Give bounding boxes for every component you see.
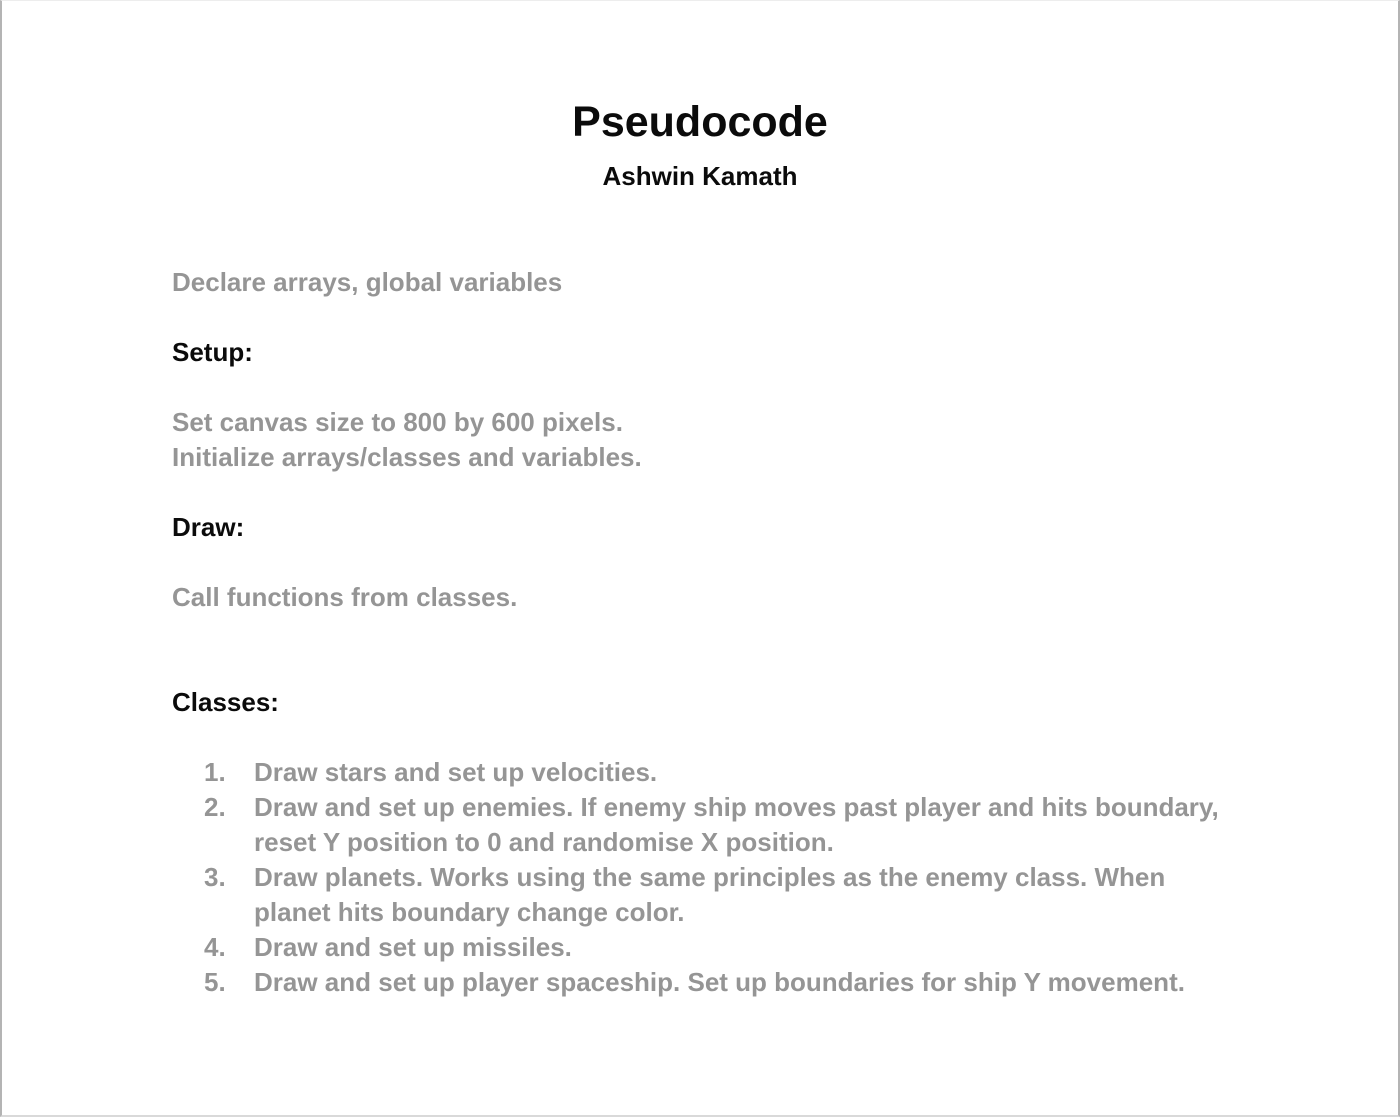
list-item-number: 1. <box>204 757 226 787</box>
list-item <box>172 965 1229 1000</box>
list-item <box>172 755 1229 790</box>
list-item-text: Draw planets. Works using the same principles as the enemy class. When planet hits boundary change color. <box>254 862 1166 927</box>
classes-list <box>172 755 1229 1000</box>
list-item <box>172 790 1229 860</box>
list-item <box>172 930 1229 965</box>
draw-paragraph: Call functions from classes. <box>172 582 518 612</box>
document-content <box>2 1 1398 1000</box>
section-heading-classes: Classes: <box>172 687 279 717</box>
section-heading-draw: Draw: <box>172 512 245 542</box>
setup-paragraph <box>172 405 1398 475</box>
document-body <box>172 265 1398 1000</box>
page-title: Pseudocode <box>572 98 828 146</box>
list-item <box>172 860 1229 930</box>
list-item-text: Draw stars and set up velocities. <box>254 757 658 787</box>
list-item-number: 5. <box>204 967 226 997</box>
list-item-number: 4. <box>204 932 226 962</box>
list-item-text: Draw and set up missiles. <box>254 932 572 962</box>
setup-line-1: Set canvas size to 800 by 600 pixels. <box>172 407 623 437</box>
list-item-text: Draw and set up enemies. If enemy ship moves past player and hits boundary, reset Y position to 0 and randomise X position. <box>254 792 1219 857</box>
list-item-text: Draw and set up player spaceship. Set up boundaries for ship Y movement. <box>254 967 1185 997</box>
setup-line-2: Initialize arrays/classes and variables. <box>172 442 642 472</box>
author-name: Ashwin Kamath <box>602 161 798 191</box>
list-item-number: 3. <box>204 862 226 892</box>
section-heading-setup: Setup: <box>172 337 253 367</box>
intro-text: Declare arrays, global variables <box>172 267 563 297</box>
list-item-number: 2. <box>204 792 226 822</box>
